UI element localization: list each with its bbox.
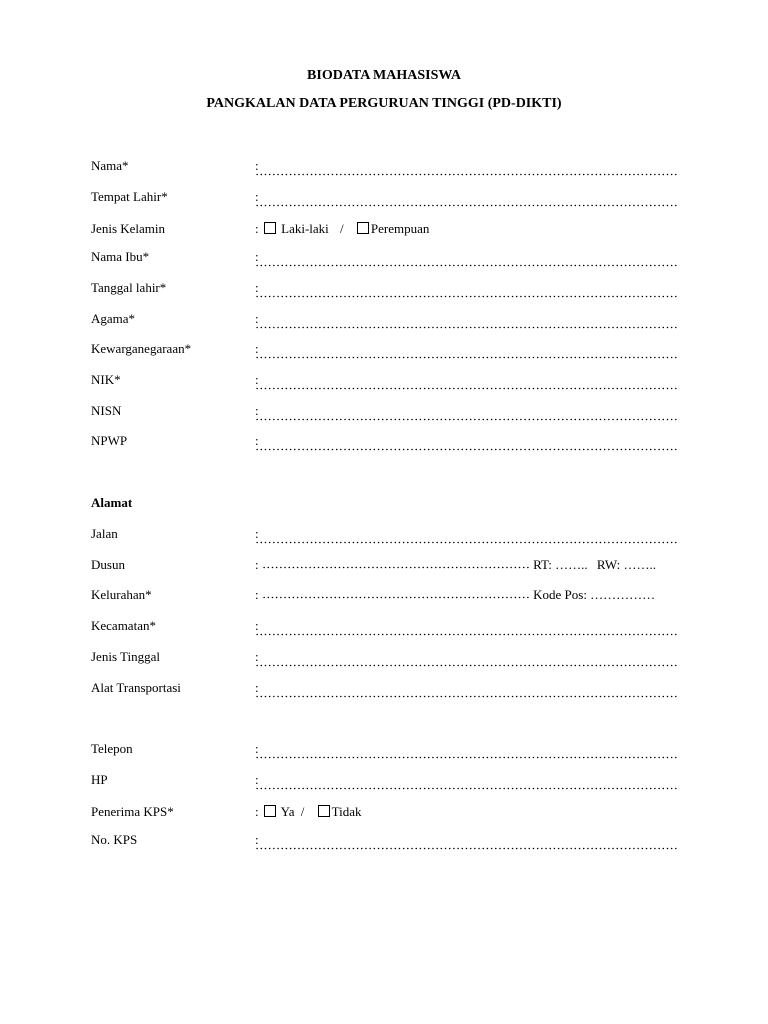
input-line-tempat-lahir[interactable] xyxy=(255,204,677,207)
input-line-nik[interactable] xyxy=(255,387,677,390)
label-penerima-kps: Penerima KPS* xyxy=(91,804,174,819)
field-row-tempat-lahir xyxy=(0,189,768,219)
colon: : xyxy=(255,158,259,173)
input-line-tanggal-lahir[interactable] xyxy=(255,295,677,298)
colon: : xyxy=(255,804,259,819)
field-row-tanggal-lahir xyxy=(0,280,768,310)
field-row-nama-ibu xyxy=(0,249,768,279)
field-row-hp xyxy=(0,772,768,802)
colon: : xyxy=(255,403,259,418)
input-line-kewarganegaraan[interactable] xyxy=(255,356,677,359)
option-tidak: Tidak xyxy=(331,804,362,819)
label-rt: RT: …….. xyxy=(533,557,588,572)
input-line-telepon[interactable] xyxy=(255,756,677,759)
input-line-nama[interactable] xyxy=(255,173,677,176)
label-nik: NIK* xyxy=(91,372,121,387)
colon: : xyxy=(255,433,259,448)
option-ya: Ya xyxy=(280,804,295,819)
label-dusun: Dusun xyxy=(91,557,125,572)
input-line-no-kps[interactable] xyxy=(255,847,677,850)
colon: : xyxy=(255,557,259,572)
colon: : xyxy=(255,741,259,756)
field-row-no-kps xyxy=(0,832,768,862)
label-jenis-kelamin: Jenis Kelamin xyxy=(91,221,166,236)
label-hp: HP xyxy=(91,772,108,787)
form-subtitle: PANGKALAN DATA PERGURUAN TINGGI (PD-DIKTI) xyxy=(206,96,562,111)
label-rw: RW: …….. xyxy=(596,557,657,572)
input-line-agama[interactable] xyxy=(255,326,677,329)
field-row-telepon xyxy=(0,741,768,771)
label-nama: Nama* xyxy=(91,158,129,173)
colon: : xyxy=(255,341,259,356)
label-kelurahan: Kelurahan* xyxy=(91,587,152,602)
gender-options xyxy=(255,221,429,237)
field-row-agama xyxy=(0,311,768,341)
colon: : xyxy=(255,280,259,295)
input-line-dusun[interactable] xyxy=(262,566,530,569)
field-row-dusun xyxy=(0,557,768,587)
field-row-npwp xyxy=(0,433,768,463)
label-tanggal-lahir: Tanggal lahir* xyxy=(91,280,167,295)
checkbox-tidak[interactable] xyxy=(318,805,330,817)
field-row-nama xyxy=(0,158,768,188)
colon: : xyxy=(255,649,259,664)
option-separator: / xyxy=(340,221,344,236)
field-row-penerima-kps xyxy=(0,804,768,834)
kps-options xyxy=(255,804,362,820)
label-jalan: Jalan xyxy=(91,526,118,541)
input-line-jalan[interactable] xyxy=(255,541,677,544)
input-line-nisn[interactable] xyxy=(255,418,677,421)
label-agama: Agama* xyxy=(91,311,136,326)
checkbox-ya[interactable] xyxy=(264,805,276,817)
option-laki-laki: Laki-laki xyxy=(281,221,329,236)
label-npwp: NPWP xyxy=(91,433,128,448)
colon: : xyxy=(255,311,259,326)
option-separator: / xyxy=(300,804,305,819)
field-row-alat-transportasi xyxy=(0,680,768,710)
colon: : xyxy=(255,221,259,236)
kelurahan-line xyxy=(255,587,655,603)
colon: : xyxy=(255,587,259,602)
input-line-nama-ibu[interactable] xyxy=(255,264,677,267)
colon: : xyxy=(255,680,259,695)
colon: : xyxy=(255,772,259,787)
field-row-jalan xyxy=(0,526,768,556)
label-kecamatan: Kecamatan* xyxy=(91,618,156,633)
section-alamat xyxy=(0,495,768,525)
input-line-jenis-tinggal[interactable] xyxy=(255,664,677,667)
field-row-nisn xyxy=(0,403,768,433)
checkbox-laki-laki[interactable] xyxy=(264,222,276,234)
field-row-jenis-kelamin xyxy=(0,221,768,251)
label-alat-transportasi: Alat Transportasi xyxy=(91,680,181,695)
label-nama-ibu: Nama Ibu* xyxy=(91,249,150,264)
input-line-kelurahan[interactable] xyxy=(262,596,530,599)
label-jenis-tinggal: Jenis Tinggal xyxy=(91,649,160,664)
field-row-nik xyxy=(0,372,768,402)
colon: : xyxy=(255,832,259,847)
section-heading-alamat: Alamat xyxy=(91,495,133,510)
label-nisn: NISN xyxy=(91,403,122,418)
label-telepon: Telepon xyxy=(91,741,133,756)
label-no-kps: No. KPS xyxy=(91,832,138,847)
colon: : xyxy=(255,189,259,204)
dusun-line xyxy=(255,557,656,573)
label-kode-pos: Kode Pos: …………… xyxy=(533,587,656,602)
field-row-kecamatan xyxy=(0,618,768,648)
input-line-alat-transportasi[interactable] xyxy=(255,695,677,698)
input-line-kecamatan[interactable] xyxy=(255,633,677,636)
field-row-kelurahan xyxy=(0,587,768,617)
label-tempat-lahir: Tempat Lahir* xyxy=(91,189,168,204)
colon: : xyxy=(255,249,259,264)
input-line-hp[interactable] xyxy=(255,787,677,790)
colon: : xyxy=(255,372,259,387)
colon: : xyxy=(255,526,259,541)
colon: : xyxy=(255,618,259,633)
form-title: BIODATA MAHASISWA xyxy=(307,68,461,83)
field-row-kewarganegaraan xyxy=(0,341,768,371)
input-line-npwp[interactable] xyxy=(255,448,677,451)
checkbox-perempuan[interactable] xyxy=(357,222,369,234)
option-perempuan: Perempuan xyxy=(370,221,430,236)
label-kewarganegaraan: Kewarganegaraan* xyxy=(91,341,192,356)
field-row-jenis-tinggal xyxy=(0,649,768,679)
